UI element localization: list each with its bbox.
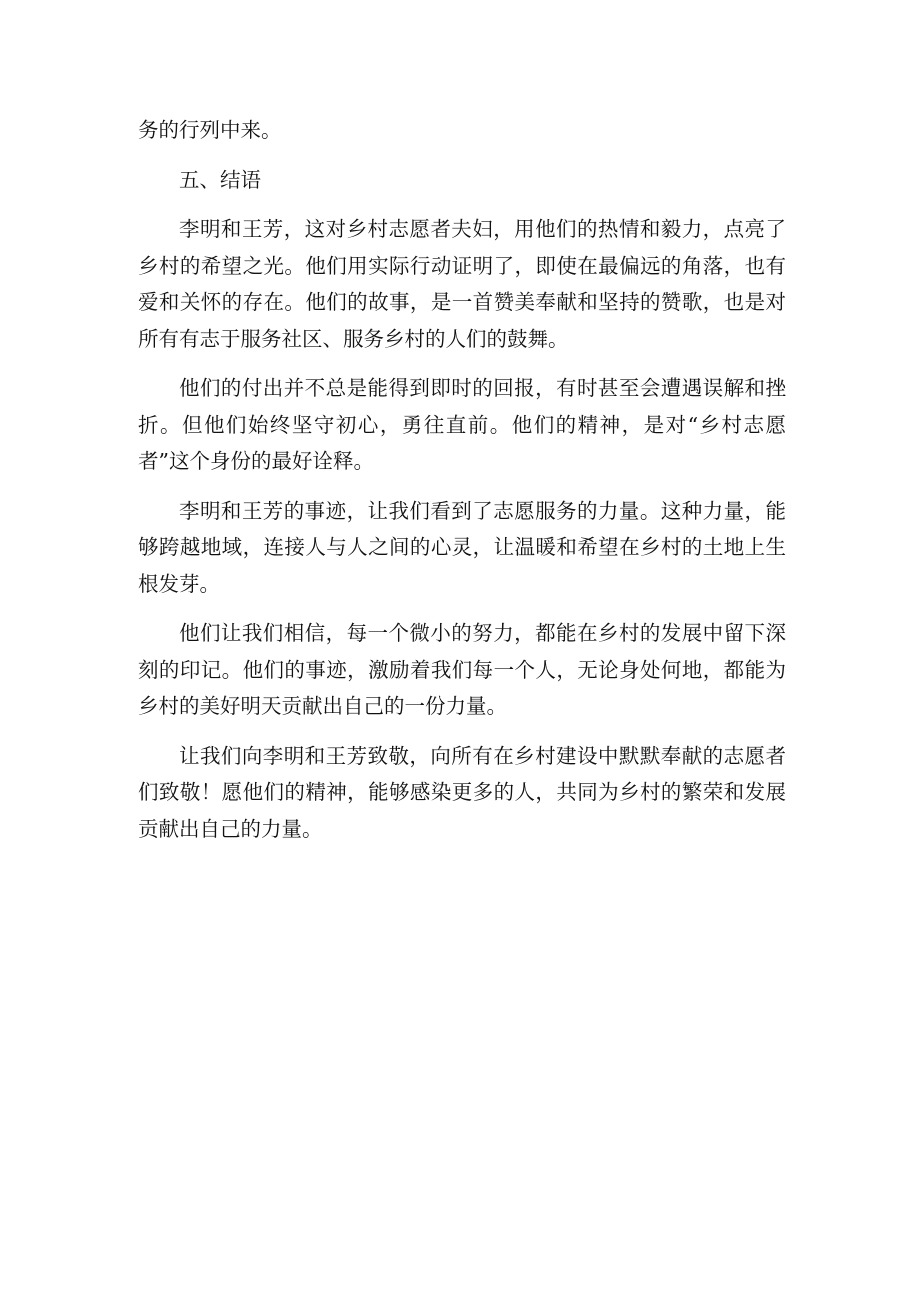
paragraph-3: 李明和王芳的事迹，让我们看到了志愿服务的力量。这种力量，能够跨越地域，连接人与人之间的心灵，让温暖和希望在乡村的土地上生根发芽。 <box>138 498 786 596</box>
document-body <box>138 112 786 860</box>
paragraph-5: 让我们向李明和王芳致敬，向所有在乡村建设中默默奉献的志愿者们致敬！愿他们的精神，能够感染更多的人，共同为乡村的繁荣和发展贡献出自己的力量。 <box>138 743 786 841</box>
paragraph-2: 他们的付出并不总是能得到即时的回报，有时甚至会遭遇误解和挫折。但他们始终坚守初心，勇往直前。他们的精神，是对“乡村志愿者”这个身份的最好诠释。 <box>138 376 786 473</box>
paragraph-4: 他们让我们相信，每一个微小的努力，都能在乡村的发展中留下深刻的印记。他们的事迹，激励着我们每一个人，无论身处何地，都能为乡村的美好明天贡献出自己的一份力量。 <box>138 621 786 718</box>
paragraph-1: 李明和王芳，这对乡村志愿者夫妇，用他们的热情和毅力，点亮了乡村的希望之光。他们用实际行动证明了，即使在最偏远的角落，也有爱和关怀的存在。他们的故事，是一首赞美奉献和坚持的赞歌，也是对所有有志于服务社区、服务乡村的人们的鼓舞。 <box>138 217 786 351</box>
section-heading: 五、结语 <box>179 167 261 192</box>
continuation-text: 务的行列中来。 <box>138 118 282 142</box>
